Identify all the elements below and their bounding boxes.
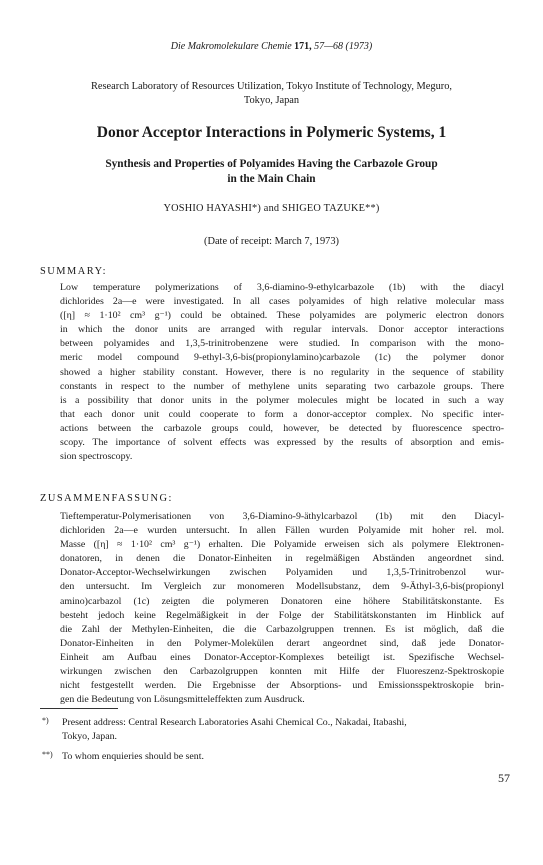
- zusammenfassung-body: [60, 510, 504, 707]
- journal-volume: 171,: [294, 41, 312, 52]
- journal-name: Die Makromolekulare Chemie: [170, 41, 292, 52]
- journal-header: [0, 41, 543, 52]
- text-line: Donator-Einheiten in den Polymer-Molekülen derart angeordnet sind, daß jede Donator-: [60, 637, 504, 649]
- summary-heading: SUMMARY:: [40, 266, 108, 277]
- page-number: 57: [498, 771, 510, 785]
- text-line: Tieftemperatur-Polymerisationen von 3,6-Diamino-9-äthylcarbazol (1b) mit den Diacyl-: [60, 511, 504, 522]
- footnote-text: Tokyo, Japan.: [62, 731, 117, 742]
- text-line: meric model compound 9-ethyl-3,6-bis(propionylamino)carbazole (1c) the polymer donor: [60, 352, 504, 364]
- footnote-mark: **): [42, 750, 53, 759]
- affiliation: [48, 80, 495, 108]
- text-line: actions between the carbazole groups could, however, be detected by fluorescence spectro-: [60, 422, 504, 434]
- text-line: besteht jedoch keine Regelmäßigkeit in der Folge der Stabilitätskonstanten im Hinblick auf: [60, 609, 504, 621]
- footnote-2: [42, 748, 512, 764]
- footnote-text: To whom enquieries should be sent.: [62, 751, 204, 762]
- text-line: Einheit am Aufbau eines Donator-Acceptor-Komplexes beteiligt ist. Spezifische Wechsel-: [60, 651, 504, 663]
- journal-pages: 57—68 (1973): [314, 41, 373, 52]
- text-line: sion spectroscopy.: [60, 451, 133, 463]
- authors: YOSHIO HAYASHI*) and SHIGEO TAZUKE**): [163, 203, 380, 214]
- text-line: showed a higher stability constant. However, there is no regularity in the sequence of stability: [60, 366, 504, 378]
- subtitle-line: in the Main Chain: [227, 173, 316, 185]
- text-line: Masse ([η] ≈ 1·10² cm³ g⁻¹) erhalten. Die Polyamide erweisen sich als polymere Elektronen-: [60, 539, 504, 551]
- text-line: gen die Bedeutung von Lösungsmitteleffekten zum Ausdruck.: [60, 694, 305, 706]
- text-line: scopy. The importance of solvent effects was expressed by the results of absorption and emis-: [60, 437, 504, 449]
- text-line: Low temperature polymerizations of 3,6-diamino-9-ethylcarbazole (1b) with the diacyl: [60, 282, 504, 293]
- text-line: constants in respect to the number of methylene units separating two carbazole groups. There: [60, 380, 504, 392]
- zusammenfassung-heading: ZUSAMMENFASSUNG:: [40, 493, 173, 504]
- subtitle-line: Synthesis and Properties of Polyamides Having the Carbazole Group: [105, 158, 438, 170]
- text-line: dichlorides 2a—e were investigated. In all cases polyamides of high relative molecular mass: [60, 296, 504, 308]
- text-line: nicht festgestellt werden. Die Ergebnisse der Absorptions- und Emissionsspektroskopie brin-: [60, 680, 504, 692]
- text-line: den untersucht. Im Vergleich zur monomeren Modellsubstanz, dem 9-Äthyl-3,6-bis(propionyl: [60, 581, 504, 593]
- footnote-mark: *): [42, 716, 49, 725]
- text-line: is a possibility that donor units in the polymer molecules might be located in such a way: [60, 394, 504, 406]
- date-of-receipt: (Date of receipt: March 7, 1973): [203, 236, 340, 247]
- text-line: that each donor unit could cooperate to form a donor-acceptor complex. No specific inter-: [60, 408, 504, 420]
- affiliation-line: Tokyo, Japan: [243, 95, 300, 106]
- summary-body: [60, 281, 504, 464]
- text-line: in which the donor units are arranged with regular intervals. Donor acceptor interactions: [60, 324, 504, 336]
- text-line: donatoren, in denen die Donator-Einheiten in regelmäßigen Abständen angeordnet sind.: [60, 553, 504, 565]
- text-line: ([η] ≈ 1·10² cm³ g⁻¹) could be obtained. These polyamides are polymeric electron donors: [60, 310, 504, 322]
- text-line: between polyamides and 1,3,5-trinitrobenzene were studied. In comparison with the mono-: [60, 338, 504, 350]
- text-line: amino)carbazol (1c) zeigten die polymeren Donatoren eine höhere Stabilitätskonstante. Es: [60, 595, 504, 607]
- text-line: die Zahl der Methylen-Einheiten, die die Carbazolgruppen trennen. Es ist möglich, daß die: [60, 623, 504, 635]
- paper-title: Donor Acceptor Interactions in Polymeric Systems, 1: [96, 124, 447, 141]
- footnote-text: Present address: Central Research Laboratories Asahi Chemical Co., Nakadai, Itabashi,: [62, 717, 407, 728]
- footnote-1: [42, 714, 512, 744]
- affiliation-line: Research Laboratory of Resources Utilization, Tokyo Institute of Technology, Meguro,: [90, 81, 453, 92]
- footnote-rule: [40, 708, 118, 709]
- text-line: Donator-Acceptor-Wechselwirkungen zwischen Polyamiden und 1,3,5-Trinitrobenzol wur-: [60, 567, 504, 579]
- paper-subtitle: [60, 157, 483, 187]
- text-line: dichloriden 2a—e wurden untersucht. In allen Fällen wurden Polyamide mit hoher rel. mol.: [60, 525, 504, 537]
- text-line: wirkungen zwischen den Carbazolgruppen konnten mit Hilfe der Fluoreszenz-Spektroskopie: [60, 666, 504, 678]
